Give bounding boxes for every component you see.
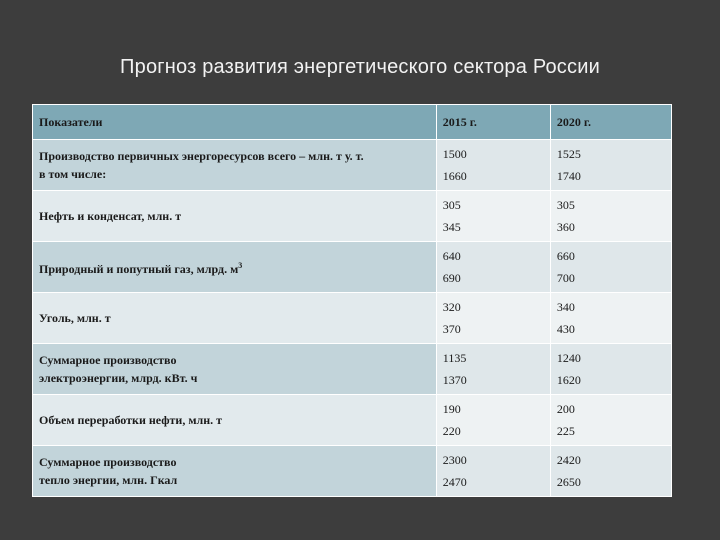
value-2020: 340 430 (550, 293, 671, 344)
table-row (33, 344, 672, 395)
row-label: Объем переработки нефти, млн. т (33, 395, 437, 446)
row-label: Суммарное производство электроэнергии, млрд. кВт. ч (33, 344, 437, 395)
table-row (33, 446, 672, 497)
row-label: Природный и попутный газ, млрд. $м^3$ (33, 242, 437, 293)
header-2020: 2020 г. (550, 105, 671, 140)
table-row (33, 191, 672, 242)
header-2015: 2015 г. (436, 105, 550, 140)
value-2015: 640 690 (436, 242, 550, 293)
table-row (33, 140, 672, 191)
row-label: Нефть и конденсат, млн. т (33, 191, 437, 242)
row-label: Уголь, млн. т (33, 293, 437, 344)
value-2015: 1500 1660 (436, 140, 550, 191)
value-2020: 1525 1740 (550, 140, 671, 191)
header-indicators: Показатели (33, 105, 437, 140)
table-row (33, 395, 672, 446)
value-2020: 305 360 (550, 191, 671, 242)
value-2015: 2300 2470 (436, 446, 550, 497)
forecast-table (32, 104, 672, 497)
slide-title: Прогноз развития энергетического сектора России (120, 56, 600, 78)
table-row (33, 293, 672, 344)
value-2020: 1240 1620 (550, 344, 671, 395)
value-2020: 2420 2650 (550, 446, 671, 497)
value-2020: 200 225 (550, 395, 671, 446)
value-2020: 660 700 (550, 242, 671, 293)
row-label: Суммарное производство тепло энергии, млн. Гкал (33, 446, 437, 497)
table-row (33, 242, 672, 293)
row-label: Производство первичных энергоресурсов всего – млн. т у. т. в том числе: (33, 140, 437, 191)
table-header-row (33, 105, 672, 140)
value-2015: 1135 1370 (436, 344, 550, 395)
value-2015: 190 220 (436, 395, 550, 446)
value-2015: 305 345 (436, 191, 550, 242)
value-2015: 320 370 (436, 293, 550, 344)
